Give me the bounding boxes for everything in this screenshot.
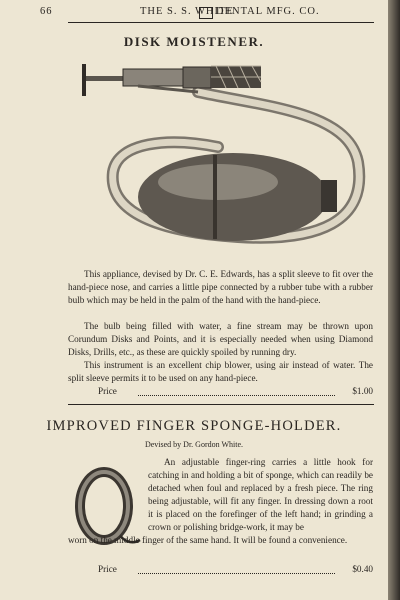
section-byline: Devised by Dr. Gordon White. (144, 440, 244, 449)
section-title-disk-moistener: DISK MOISTENER. (123, 34, 265, 49)
header-company-left: THE S. S. WHITE (140, 6, 234, 17)
running-header (0, 6, 388, 20)
price-value: $1.00 (352, 386, 373, 396)
price-label: Price (98, 564, 117, 574)
page-number: 66 (40, 6, 53, 17)
company-logo (199, 7, 213, 19)
price-value: $0.40 (352, 564, 373, 574)
header-company-right: DENTAL MFG. CO. (216, 6, 320, 17)
header-rule (68, 22, 374, 23)
price-label: Price (98, 386, 117, 396)
sponge-holder-paragraph-continued: worn on the middle finger of the same hand. It will be found a convenience. (68, 535, 348, 545)
disk-moistener-illustration (68, 52, 368, 262)
price-line-sponge-holder (68, 564, 373, 577)
book-spine-shadow (388, 0, 400, 600)
sponge-holder-paragraph: An adjustable finger-ring carries a little hook for catching in and holding a bit of sponge, which can readily be detached when foul and replaced by a fresh piece. The ring being adjustable, will fit any finger. In dressing down a root it is placed on the forefinger of the left hand; in grinding a crown or polishing bridge-work, it may be (148, 457, 373, 532)
price-leader-dots (138, 395, 335, 396)
section-divider (68, 404, 374, 405)
section-title-sponge-holder: IMPROVED FINGER SPONGE-HOLDER. (46, 418, 342, 434)
price-leader-dots (138, 573, 335, 574)
price-line-disk-moistener (68, 386, 373, 399)
description-paragraph-2: The bulb being filled with water, a fine stream may be thrown upon Corundum Disks and Points, and it is especially needed when using Diamond Disks, Drills, etc., as these are quickly spoiled by running dry. (68, 321, 373, 357)
description-paragraph-1: This appliance, devised by Dr. C. E. Edwards, has a split sleeve to fit over the hand-piece nose, and carries a little pipe connected by a rubber tube with a rubber bulb which may be held in the palm of the hand with the hand-piece. (68, 269, 373, 305)
description-paragraph-3: This instrument is an excellent chip blower, using air instead of water. The split sleeve permits it to be used on any hand-piece. (68, 360, 373, 383)
